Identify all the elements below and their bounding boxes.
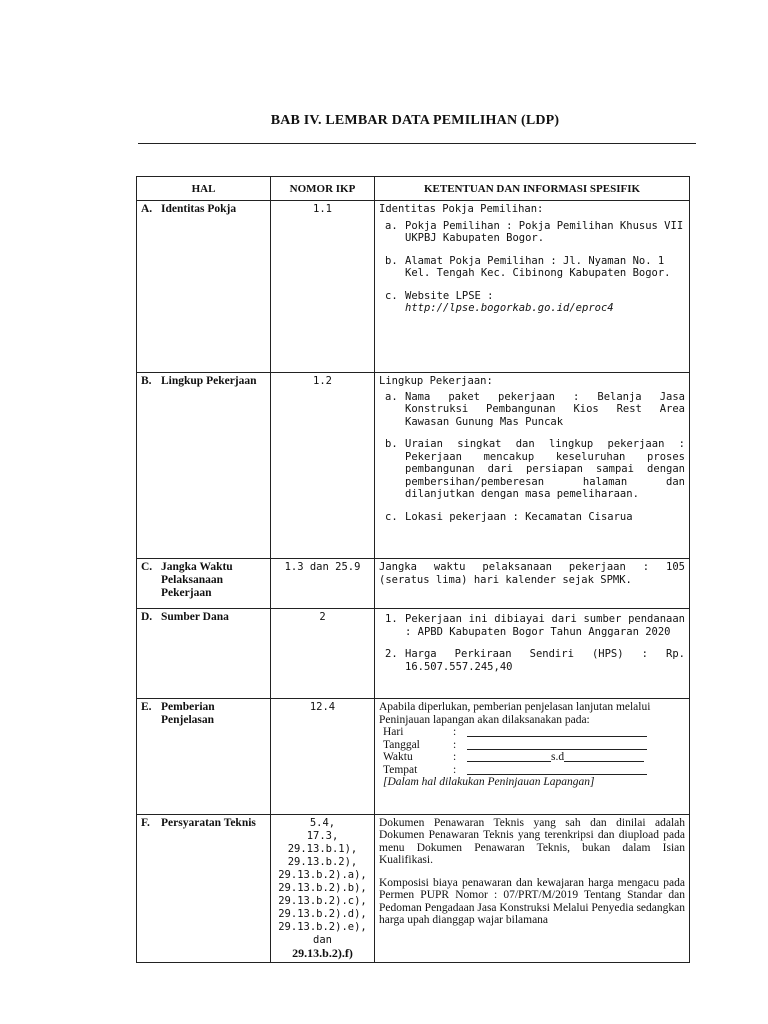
ikp-cell: 1.2 bbox=[271, 373, 375, 559]
ket-cell bbox=[375, 699, 690, 815]
field-blank bbox=[467, 739, 647, 750]
ket-text: Apabila diperlukan, pemberian penjelasan lanjutan melalui Peninjauan lapangan akan dilaksanakan pada: bbox=[379, 701, 651, 726]
list-item bbox=[379, 613, 685, 638]
ikp-line: 29.13.b.2).a), bbox=[278, 869, 367, 881]
item-marker: 2. bbox=[385, 648, 398, 660]
ikp-line: 29.13.b.2).b), bbox=[278, 882, 367, 894]
row-letter: B. bbox=[141, 375, 152, 387]
ikp-cell: 2 bbox=[271, 609, 375, 699]
field-label: Tempat bbox=[383, 763, 418, 776]
row-letter: F. bbox=[141, 817, 150, 829]
ket-cell: Jangka waktu pelaksanaan pekerjaan : 105 (seratus lima) hari kalender sejak SPMK. bbox=[375, 559, 690, 609]
hal-text: Lingkup Pekerjaan bbox=[161, 375, 257, 387]
hal-cell bbox=[137, 559, 271, 609]
hal-cell bbox=[137, 609, 271, 699]
field-colon: : bbox=[453, 738, 457, 751]
hal-text: Pemberian Penjelasan bbox=[161, 701, 215, 726]
ket-paragraph: Komposisi biaya penawaran dan kewajaran harga mengacu pada Permen PUPR Nomor : 07/PRT/M/2019 Tentang Standar dan Pedoman Pengadaan Jasa Konstruksi Melalui Penyedia sedangkan harga upah dianggap wajar bilamana bbox=[379, 877, 685, 927]
table-row-f bbox=[137, 815, 690, 963]
hal-text: Identitas Pokja bbox=[161, 203, 237, 215]
row-letter: E. bbox=[141, 701, 152, 713]
ket-cell bbox=[375, 201, 690, 373]
hal-cell bbox=[137, 201, 271, 373]
field-label: Tanggal bbox=[383, 738, 420, 751]
ikp-cell: 1.1 bbox=[271, 201, 375, 373]
field-tempat bbox=[379, 764, 685, 777]
field-sd: s.d bbox=[551, 751, 565, 763]
ikp-cell: 12.4 bbox=[271, 699, 375, 815]
item-text: Lokasi pekerjaan : Kecamatan Cisarua bbox=[405, 510, 633, 523]
hal-cell bbox=[137, 699, 271, 815]
field-blank bbox=[467, 764, 647, 775]
ket-cell bbox=[375, 609, 690, 699]
field-colon: : bbox=[453, 763, 457, 776]
ikp-cell bbox=[271, 815, 375, 963]
hal-text: Jangka Waktu Pelaksanaan Pekerjaan bbox=[161, 561, 233, 599]
item-marker: a. bbox=[385, 219, 398, 232]
item-body bbox=[405, 290, 685, 315]
ket-cell bbox=[375, 373, 690, 559]
list-item bbox=[379, 511, 685, 524]
ldp-table bbox=[136, 176, 690, 963]
field-blank bbox=[467, 751, 551, 762]
field-tanggal bbox=[379, 739, 685, 752]
item-marker: b. bbox=[385, 438, 398, 450]
hal-text: Persyaratan Teknis bbox=[161, 817, 256, 829]
ikp-line: dan bbox=[313, 934, 332, 946]
ikp-line: 17.3, bbox=[306, 830, 339, 842]
list-item bbox=[379, 438, 685, 501]
item-marker: 1. bbox=[385, 613, 398, 625]
list-item bbox=[379, 290, 685, 315]
hal-text: Sumber Dana bbox=[161, 611, 229, 623]
item-marker: c. bbox=[385, 510, 398, 523]
ikp-line: 29.13.b.2).d), bbox=[278, 908, 367, 920]
row-letter: D. bbox=[141, 611, 153, 623]
ikp-line: 29.13.b.2).c), bbox=[278, 895, 367, 907]
ikp-line: 29.13.b.1), bbox=[287, 843, 358, 855]
ket-paragraph: Dokumen Penawaran Teknis yang sah dan dinilai adalah Dokumen Penawaran Teknis yang terenkripsi dan diupload pada menu Dokumen Penawaran Teknis, bukan dalam Isian Kualifikasi. bbox=[379, 817, 685, 866]
ket-intro: Identitas Pokja Pemilihan: bbox=[379, 203, 544, 215]
row-letter: C. bbox=[141, 561, 153, 573]
header-ketentuan: KETENTUAN DAN INFORMASI SPESIFIK bbox=[375, 177, 690, 201]
field-colon: : bbox=[453, 726, 457, 738]
ket-cell bbox=[375, 815, 690, 963]
title-rule bbox=[138, 143, 696, 144]
list-item bbox=[379, 255, 685, 280]
item-marker: a. bbox=[385, 390, 398, 403]
item-text: Alamat Pokja Pemilihan : Jl. Nyaman No. 1 Kel. Tengah Kec. Cibinong Kabupaten Bogor. bbox=[405, 254, 671, 279]
ikp-line: 29.13.b.2).e), bbox=[278, 921, 367, 933]
field-waktu bbox=[379, 751, 685, 764]
list-item bbox=[379, 648, 685, 673]
table-row-e bbox=[137, 699, 690, 815]
row-letter: A. bbox=[141, 203, 153, 215]
ikp-line: 5.4, bbox=[309, 817, 336, 829]
field-note: [Dalam hal dilakukan Peninjauan Lapangan] bbox=[383, 776, 595, 788]
ket-intro: Lingkup Pekerjaan: bbox=[379, 375, 493, 387]
website-link[interactable]: http://lpse.bogorkab.go.id/eproc4 bbox=[405, 302, 614, 314]
ikp-line-bold: 29.13.b.2).f) bbox=[292, 946, 353, 960]
item-marker: c. bbox=[385, 289, 398, 302]
header-hal: HAL bbox=[137, 177, 271, 201]
hal-cell bbox=[137, 373, 271, 559]
item-text: Pokja Pemilihan : Pokja Pemilihan Khusus VII UKPBJ Kabupaten Bogor. bbox=[405, 219, 684, 244]
field-label: Hari bbox=[383, 726, 404, 738]
table-row-d bbox=[137, 609, 690, 699]
table-row-a bbox=[137, 201, 690, 373]
table-row-c bbox=[137, 559, 690, 609]
table-header-row bbox=[137, 177, 690, 201]
page-title: BAB IV. LEMBAR DATA PEMILIHAN (LDP) bbox=[270, 113, 560, 128]
ikp-line: 29.13.b.2), bbox=[287, 856, 358, 868]
table-row-b bbox=[137, 373, 690, 559]
item-text: Pekerjaan ini dibiayai dari sumber pendanaan : APBD Kabupaten Bogor Tahun Anggaran 2020 bbox=[405, 613, 685, 638]
field-colon: : bbox=[453, 751, 457, 763]
ikp-cell: 1.3 dan 25.9 bbox=[271, 559, 375, 609]
field-hari bbox=[379, 726, 685, 739]
header-nomor-ikp: NOMOR IKP bbox=[271, 177, 375, 201]
list-item bbox=[379, 391, 685, 429]
field-blank bbox=[467, 726, 647, 737]
item-text: Website LPSE : bbox=[405, 289, 494, 302]
hal-cell bbox=[137, 815, 271, 963]
item-text: Uraian singkat dan lingkup pekerjaan : Pekerjaan mencakup keseluruhan proses pembangunan dari persiapan sampai dengan pembersihan/pemberesan halaman dan dilanjutkan dengan masa pemeliharaan. bbox=[405, 438, 685, 500]
field-label: Waktu bbox=[383, 751, 413, 763]
item-text: Harga Perkiraan Sendiri (HPS) : Rp. 16.507.557.245,40 bbox=[405, 648, 685, 673]
item-text: Nama paket pekerjaan : Belanja Jasa Konstruksi Pembangunan Kios Rest Area Kawasan Gunung Mas Puncak bbox=[405, 390, 685, 428]
list-item bbox=[379, 220, 685, 245]
field-blank bbox=[564, 751, 644, 762]
item-marker: b. bbox=[385, 254, 398, 267]
